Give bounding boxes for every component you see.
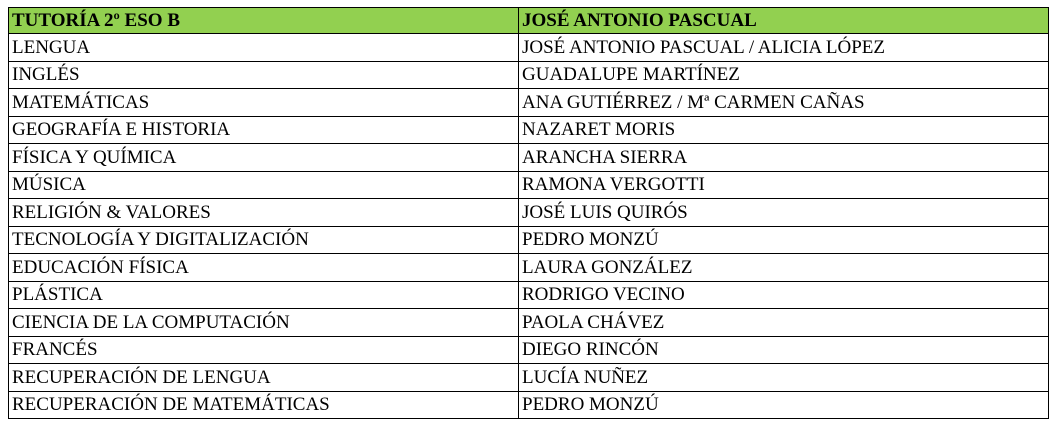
teacher-cell: JOSÉ LUIS QUIRÓS (519, 199, 1049, 227)
group-header-cell: TUTORÍA 2º ESO B (9, 8, 519, 34)
teacher-cell: PEDRO MONZÚ (519, 226, 1049, 254)
table-body (9, 8, 1049, 419)
teacher-cell: NAZARET MORIS (519, 116, 1049, 144)
table-row (9, 199, 1049, 227)
teacher-cell: LUCÍA NUÑEZ (519, 364, 1049, 392)
teacher-cell: RODRIGO VECINO (519, 281, 1049, 309)
table-row (9, 116, 1049, 144)
table-row (9, 391, 1049, 419)
teacher-cell: RAMONA VERGOTTI (519, 171, 1049, 199)
subject-cell: LENGUA (9, 34, 519, 62)
table-row (9, 171, 1049, 199)
table-row (9, 254, 1049, 282)
subject-cell: PLÁSTICA (9, 281, 519, 309)
tutoring-table (8, 7, 1049, 419)
teacher-cell: PAOLA CHÁVEZ (519, 309, 1049, 337)
subject-cell: RELIGIÓN & VALORES (9, 199, 519, 227)
subject-cell: GEOGRAFÍA E HISTORIA (9, 116, 519, 144)
table-row (9, 144, 1049, 172)
table-row (9, 226, 1049, 254)
subject-cell: RECUPERACIÓN DE MATEMÁTICAS (9, 391, 519, 419)
subject-cell: MÚSICA (9, 171, 519, 199)
table-row (9, 89, 1049, 117)
teacher-cell: JOSÉ ANTONIO PASCUAL / ALICIA LÓPEZ (519, 34, 1049, 62)
subject-cell: RECUPERACIÓN DE LENGUA (9, 364, 519, 392)
teacher-cell: DIEGO RINCÓN (519, 336, 1049, 364)
header-row (9, 8, 1049, 34)
subject-cell: EDUCACIÓN FÍSICA (9, 254, 519, 282)
subject-cell: TECNOLOGÍA Y DIGITALIZACIÓN (9, 226, 519, 254)
subject-cell: CIENCIA DE LA COMPUTACIÓN (9, 309, 519, 337)
table-row (9, 281, 1049, 309)
table-row (9, 364, 1049, 392)
subject-cell: FRANCÉS (9, 336, 519, 364)
table-row (9, 61, 1049, 89)
table-row (9, 336, 1049, 364)
teacher-cell: GUADALUPE MARTÍNEZ (519, 61, 1049, 89)
subject-cell: INGLÉS (9, 61, 519, 89)
subject-cell: MATEMÁTICAS (9, 89, 519, 117)
tutor-header-cell: JOSÉ ANTONIO PASCUAL (519, 8, 1049, 34)
teacher-cell: ARANCHA SIERRA (519, 144, 1049, 172)
teacher-cell: LAURA GONZÁLEZ (519, 254, 1049, 282)
teacher-cell: ANA GUTIÉRREZ / Mª CARMEN CAÑAS (519, 89, 1049, 117)
teacher-cell: PEDRO MONZÚ (519, 391, 1049, 419)
subject-cell: FÍSICA Y QUÍMICA (9, 144, 519, 172)
table-row (9, 309, 1049, 337)
table-row (9, 34, 1049, 62)
